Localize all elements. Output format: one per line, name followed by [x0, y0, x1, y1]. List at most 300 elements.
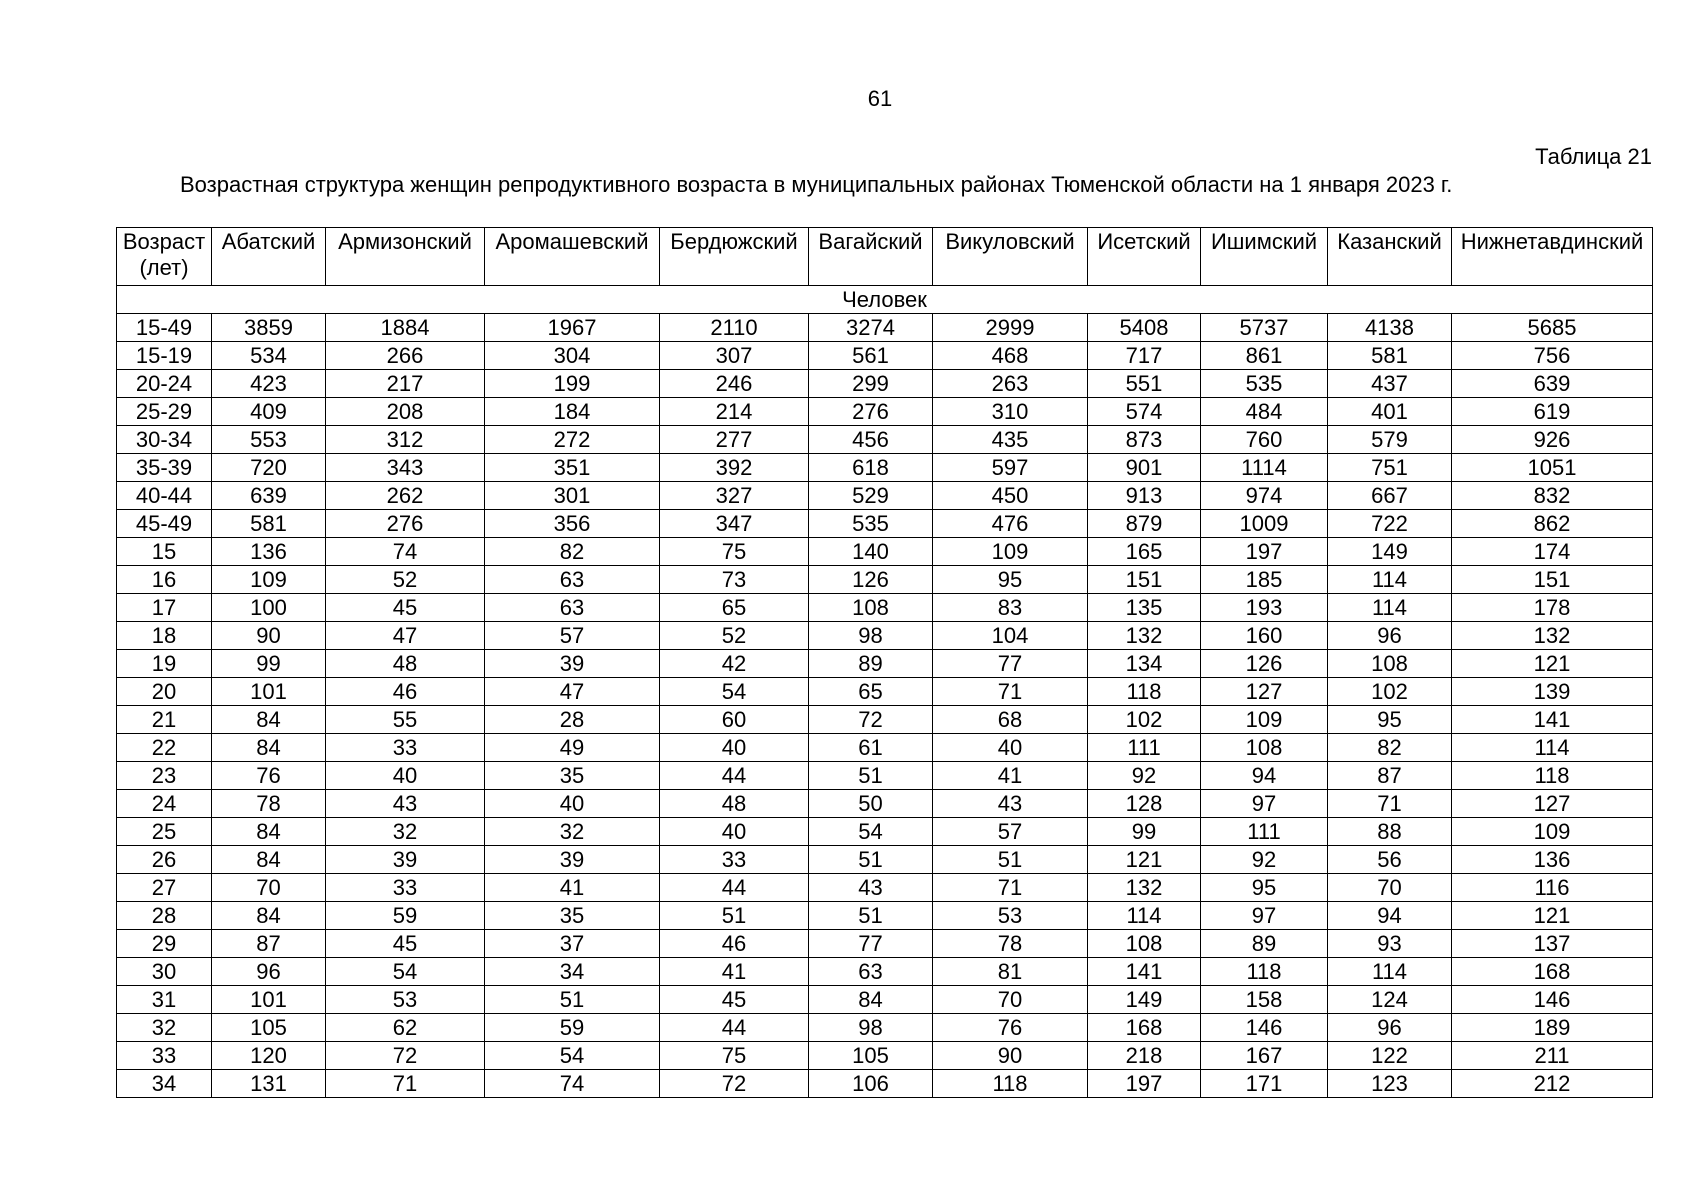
- value-cell: 127: [1201, 678, 1328, 706]
- value-cell: 52: [326, 566, 485, 594]
- value-cell: 873: [1088, 426, 1201, 454]
- value-cell: 193: [1201, 594, 1328, 622]
- value-cell: 75: [660, 538, 809, 566]
- value-cell: 2999: [933, 314, 1088, 342]
- value-cell: 126: [809, 566, 933, 594]
- value-cell: 262: [326, 482, 485, 510]
- value-cell: 41: [485, 874, 660, 902]
- value-cell: 128: [1088, 790, 1201, 818]
- value-cell: 46: [326, 678, 485, 706]
- value-cell: 108: [809, 594, 933, 622]
- value-cell: 212: [1452, 1070, 1653, 1098]
- column-header-district: Абатский: [212, 228, 326, 286]
- value-cell: 304: [485, 342, 660, 370]
- value-cell: 456: [809, 426, 933, 454]
- value-cell: 1009: [1201, 510, 1328, 538]
- table-row: [117, 370, 1653, 398]
- value-cell: 272: [485, 426, 660, 454]
- value-cell: 54: [326, 958, 485, 986]
- value-cell: 529: [809, 482, 933, 510]
- value-cell: 574: [1088, 398, 1201, 426]
- value-cell: 913: [1088, 482, 1201, 510]
- value-cell: 95: [1328, 706, 1452, 734]
- value-cell: 263: [933, 370, 1088, 398]
- value-cell: 127: [1452, 790, 1653, 818]
- value-cell: 158: [1201, 986, 1328, 1014]
- value-cell: 149: [1328, 538, 1452, 566]
- value-cell: 3859: [212, 314, 326, 342]
- table-row: [117, 314, 1653, 342]
- value-cell: 974: [1201, 482, 1328, 510]
- value-cell: 53: [326, 986, 485, 1014]
- value-cell: 40: [933, 734, 1088, 762]
- value-cell: 87: [1328, 762, 1452, 790]
- table-row: [117, 930, 1653, 958]
- value-cell: 168: [1452, 958, 1653, 986]
- value-cell: 146: [1452, 986, 1653, 1014]
- value-cell: 48: [660, 790, 809, 818]
- value-cell: 3274: [809, 314, 933, 342]
- value-cell: 72: [809, 706, 933, 734]
- value-cell: 55: [326, 706, 485, 734]
- value-cell: 136: [212, 538, 326, 566]
- value-cell: 65: [809, 678, 933, 706]
- value-cell: 89: [1201, 930, 1328, 958]
- value-cell: 535: [1201, 370, 1328, 398]
- value-cell: 63: [485, 566, 660, 594]
- value-cell: 96: [1328, 1014, 1452, 1042]
- value-cell: 109: [1452, 818, 1653, 846]
- value-cell: 40: [485, 790, 660, 818]
- age-cell: 30: [117, 958, 212, 986]
- unit-row: [117, 286, 1653, 314]
- age-cell: 27: [117, 874, 212, 902]
- value-cell: 39: [485, 846, 660, 874]
- value-cell: 44: [660, 1014, 809, 1042]
- value-cell: 401: [1328, 398, 1452, 426]
- value-cell: 5408: [1088, 314, 1201, 342]
- value-cell: 75: [660, 1042, 809, 1070]
- value-cell: 118: [1452, 762, 1653, 790]
- value-cell: 51: [809, 762, 933, 790]
- value-cell: 124: [1328, 986, 1452, 1014]
- value-cell: 51: [933, 846, 1088, 874]
- value-cell: 71: [933, 678, 1088, 706]
- value-cell: 95: [1201, 874, 1328, 902]
- table-row: [117, 1070, 1653, 1098]
- age-cell: 25: [117, 818, 212, 846]
- value-cell: 111: [1201, 818, 1328, 846]
- value-cell: 39: [326, 846, 485, 874]
- value-cell: 45: [326, 594, 485, 622]
- table-row: [117, 566, 1653, 594]
- value-cell: 246: [660, 370, 809, 398]
- value-cell: 111: [1088, 734, 1201, 762]
- value-cell: 132: [1452, 622, 1653, 650]
- value-cell: 101: [212, 986, 326, 1014]
- value-cell: 312: [326, 426, 485, 454]
- age-cell: 15-49: [117, 314, 212, 342]
- value-cell: 34: [485, 958, 660, 986]
- age-cell: 35-39: [117, 454, 212, 482]
- age-cell: 15: [117, 538, 212, 566]
- value-cell: 35: [485, 762, 660, 790]
- column-header-district: Нижнетавдинский: [1452, 228, 1653, 286]
- age-cell: 15-19: [117, 342, 212, 370]
- value-cell: 42: [660, 650, 809, 678]
- value-cell: 189: [1452, 1014, 1653, 1042]
- age-cell: 28: [117, 902, 212, 930]
- table-row: [117, 482, 1653, 510]
- value-cell: 140: [809, 538, 933, 566]
- value-cell: 307: [660, 342, 809, 370]
- value-cell: 109: [933, 538, 1088, 566]
- value-cell: 59: [485, 1014, 660, 1042]
- value-cell: 78: [212, 790, 326, 818]
- value-cell: 108: [1201, 734, 1328, 762]
- value-cell: 71: [933, 874, 1088, 902]
- value-cell: 118: [1201, 958, 1328, 986]
- table-row: [117, 426, 1653, 454]
- table-row: [117, 846, 1653, 874]
- age-cell: 34: [117, 1070, 212, 1098]
- value-cell: 618: [809, 454, 933, 482]
- age-cell: 17: [117, 594, 212, 622]
- age-cell: 22: [117, 734, 212, 762]
- value-cell: 46: [660, 930, 809, 958]
- page-number: 61: [867, 86, 893, 111]
- value-cell: 47: [326, 622, 485, 650]
- age-cell: 32: [117, 1014, 212, 1042]
- value-cell: 356: [485, 510, 660, 538]
- value-cell: 90: [212, 622, 326, 650]
- column-header-district: Казанский: [1328, 228, 1452, 286]
- value-cell: 435: [933, 426, 1088, 454]
- value-cell: 54: [485, 1042, 660, 1070]
- value-cell: 33: [326, 874, 485, 902]
- value-cell: 78: [933, 930, 1088, 958]
- value-cell: 184: [485, 398, 660, 426]
- value-cell: 535: [809, 510, 933, 538]
- value-cell: 94: [1328, 902, 1452, 930]
- value-cell: 141: [1088, 958, 1201, 986]
- column-header-district: Исетский: [1088, 228, 1201, 286]
- age-cell: 31: [117, 986, 212, 1014]
- table-row: [117, 538, 1653, 566]
- value-cell: 167: [1201, 1042, 1328, 1070]
- value-cell: 105: [809, 1042, 933, 1070]
- value-cell: 123: [1328, 1070, 1452, 1098]
- value-cell: 37: [485, 930, 660, 958]
- value-cell: 217: [326, 370, 485, 398]
- value-cell: 214: [660, 398, 809, 426]
- value-cell: 84: [809, 986, 933, 1014]
- value-cell: 437: [1328, 370, 1452, 398]
- value-cell: 83: [933, 594, 1088, 622]
- value-cell: 77: [933, 650, 1088, 678]
- value-cell: 32: [485, 818, 660, 846]
- table-row: [117, 594, 1653, 622]
- value-cell: 126: [1201, 650, 1328, 678]
- value-cell: 760: [1201, 426, 1328, 454]
- value-cell: 149: [1088, 986, 1201, 1014]
- value-cell: 43: [326, 790, 485, 818]
- value-cell: 76: [212, 762, 326, 790]
- value-cell: 276: [809, 398, 933, 426]
- value-cell: 141: [1452, 706, 1653, 734]
- value-cell: 5685: [1452, 314, 1653, 342]
- value-cell: 106: [809, 1070, 933, 1098]
- value-cell: 862: [1452, 510, 1653, 538]
- value-cell: 57: [485, 622, 660, 650]
- value-cell: 62: [326, 1014, 485, 1042]
- table-body: [117, 286, 1653, 1098]
- value-cell: 68: [933, 706, 1088, 734]
- value-cell: 59: [326, 902, 485, 930]
- value-cell: 551: [1088, 370, 1201, 398]
- value-cell: 561: [809, 342, 933, 370]
- value-cell: 168: [1088, 1014, 1201, 1042]
- value-cell: 108: [1088, 930, 1201, 958]
- value-cell: 121: [1452, 902, 1653, 930]
- value-cell: 94: [1201, 762, 1328, 790]
- table-row: [117, 622, 1653, 650]
- value-cell: 211: [1452, 1042, 1653, 1070]
- value-cell: 96: [1328, 622, 1452, 650]
- value-cell: 52: [660, 622, 809, 650]
- value-cell: 97: [1201, 902, 1328, 930]
- table-row: [117, 762, 1653, 790]
- value-cell: 2110: [660, 314, 809, 342]
- value-cell: 51: [809, 902, 933, 930]
- value-cell: 171: [1201, 1070, 1328, 1098]
- column-header-age: Возраст (лет): [117, 228, 212, 286]
- value-cell: 114: [1452, 734, 1653, 762]
- value-cell: 84: [212, 846, 326, 874]
- value-cell: 178: [1452, 594, 1653, 622]
- value-cell: 50: [809, 790, 933, 818]
- age-cell: 20-24: [117, 370, 212, 398]
- value-cell: 56: [1328, 846, 1452, 874]
- age-cell: 33: [117, 1042, 212, 1070]
- value-cell: 132: [1088, 874, 1201, 902]
- value-cell: 299: [809, 370, 933, 398]
- value-cell: 131: [212, 1070, 326, 1098]
- value-cell: 32: [326, 818, 485, 846]
- table-row: [117, 818, 1653, 846]
- age-cell: 26: [117, 846, 212, 874]
- value-cell: 926: [1452, 426, 1653, 454]
- value-cell: 51: [809, 846, 933, 874]
- value-cell: 71: [326, 1070, 485, 1098]
- age-cell: 29: [117, 930, 212, 958]
- value-cell: 74: [326, 538, 485, 566]
- value-cell: 1884: [326, 314, 485, 342]
- value-cell: 639: [1452, 370, 1653, 398]
- value-cell: 218: [1088, 1042, 1201, 1070]
- value-cell: 41: [933, 762, 1088, 790]
- value-cell: 901: [1088, 454, 1201, 482]
- value-cell: 722: [1328, 510, 1452, 538]
- value-cell: 88: [1328, 818, 1452, 846]
- value-cell: 132: [1088, 622, 1201, 650]
- value-cell: 63: [809, 958, 933, 986]
- value-cell: 45: [660, 986, 809, 1014]
- value-cell: 1114: [1201, 454, 1328, 482]
- value-cell: 102: [1088, 706, 1201, 734]
- table-row: [117, 342, 1653, 370]
- value-cell: 1051: [1452, 454, 1653, 482]
- value-cell: 423: [212, 370, 326, 398]
- value-cell: 174: [1452, 538, 1653, 566]
- age-cell: 23: [117, 762, 212, 790]
- value-cell: 343: [326, 454, 485, 482]
- column-header-district: Бердюжский: [660, 228, 809, 286]
- value-cell: 92: [1201, 846, 1328, 874]
- value-cell: 409: [212, 398, 326, 426]
- unit-label: Человек: [117, 286, 1653, 314]
- table-row: [117, 734, 1653, 762]
- value-cell: 97: [1201, 790, 1328, 818]
- value-cell: 118: [933, 1070, 1088, 1098]
- table-row: [117, 1042, 1653, 1070]
- value-cell: 116: [1452, 874, 1653, 902]
- value-cell: 879: [1088, 510, 1201, 538]
- value-cell: 109: [212, 566, 326, 594]
- value-cell: 51: [485, 986, 660, 1014]
- value-cell: 65: [660, 594, 809, 622]
- value-cell: 100: [212, 594, 326, 622]
- value-cell: 4138: [1328, 314, 1452, 342]
- value-cell: 39: [485, 650, 660, 678]
- age-cell: 19: [117, 650, 212, 678]
- table-row: [117, 706, 1653, 734]
- table-row: [117, 790, 1653, 818]
- value-cell: 61: [809, 734, 933, 762]
- value-cell: 41: [660, 958, 809, 986]
- value-cell: 89: [809, 650, 933, 678]
- value-cell: 534: [212, 342, 326, 370]
- value-cell: 99: [1088, 818, 1201, 846]
- value-cell: 639: [212, 482, 326, 510]
- value-cell: 450: [933, 482, 1088, 510]
- value-cell: 108: [1328, 650, 1452, 678]
- value-cell: 60: [660, 706, 809, 734]
- age-cell: 45-49: [117, 510, 212, 538]
- age-cell: 40-44: [117, 482, 212, 510]
- value-cell: 98: [809, 1014, 933, 1042]
- value-cell: 54: [809, 818, 933, 846]
- age-cell: 30-34: [117, 426, 212, 454]
- table-row: [117, 650, 1653, 678]
- value-cell: 581: [1328, 342, 1452, 370]
- value-cell: 96: [212, 958, 326, 986]
- value-cell: 76: [933, 1014, 1088, 1042]
- value-cell: 102: [1328, 678, 1452, 706]
- value-cell: 553: [212, 426, 326, 454]
- value-cell: 70: [212, 874, 326, 902]
- value-cell: 301: [485, 482, 660, 510]
- age-structure-table: [116, 227, 1653, 1098]
- value-cell: 151: [1088, 566, 1201, 594]
- value-cell: 98: [809, 622, 933, 650]
- value-cell: 114: [1088, 902, 1201, 930]
- value-cell: 54: [660, 678, 809, 706]
- value-cell: 70: [1328, 874, 1452, 902]
- value-cell: 71: [1328, 790, 1452, 818]
- value-cell: 5737: [1201, 314, 1328, 342]
- value-cell: 33: [326, 734, 485, 762]
- value-cell: 392: [660, 454, 809, 482]
- value-cell: 84: [212, 706, 326, 734]
- value-cell: 118: [1088, 678, 1201, 706]
- value-cell: 756: [1452, 342, 1653, 370]
- value-cell: 122: [1328, 1042, 1452, 1070]
- value-cell: 832: [1452, 482, 1653, 510]
- table-row: [117, 454, 1653, 482]
- value-cell: 579: [1328, 426, 1452, 454]
- value-cell: 43: [809, 874, 933, 902]
- value-cell: 137: [1452, 930, 1653, 958]
- table-label: Таблица 21: [1535, 144, 1652, 169]
- value-cell: 51: [660, 902, 809, 930]
- column-header-district: Армизонский: [326, 228, 485, 286]
- value-cell: 105: [212, 1014, 326, 1042]
- value-cell: 667: [1328, 482, 1452, 510]
- value-cell: 751: [1328, 454, 1452, 482]
- value-cell: 81: [933, 958, 1088, 986]
- value-cell: 266: [326, 342, 485, 370]
- table-row: [117, 958, 1653, 986]
- value-cell: 35: [485, 902, 660, 930]
- value-cell: 327: [660, 482, 809, 510]
- value-cell: 121: [1088, 846, 1201, 874]
- value-cell: 160: [1201, 622, 1328, 650]
- age-cell: 16: [117, 566, 212, 594]
- value-cell: 347: [660, 510, 809, 538]
- value-cell: 114: [1328, 958, 1452, 986]
- value-cell: 99: [212, 650, 326, 678]
- age-cell: 18: [117, 622, 212, 650]
- value-cell: 92: [1088, 762, 1201, 790]
- value-cell: 151: [1452, 566, 1653, 594]
- value-cell: 476: [933, 510, 1088, 538]
- value-cell: 28: [485, 706, 660, 734]
- value-cell: 597: [933, 454, 1088, 482]
- table-row: [117, 902, 1653, 930]
- column-header-district: Аромашевский: [485, 228, 660, 286]
- value-cell: 134: [1088, 650, 1201, 678]
- value-cell: 40: [326, 762, 485, 790]
- table-row: [117, 874, 1653, 902]
- value-cell: 49: [485, 734, 660, 762]
- table-row: [117, 1014, 1653, 1042]
- value-cell: 717: [1088, 342, 1201, 370]
- value-cell: 136: [1452, 846, 1653, 874]
- value-cell: 72: [660, 1070, 809, 1098]
- value-cell: 84: [212, 734, 326, 762]
- value-cell: 1967: [485, 314, 660, 342]
- value-cell: 82: [485, 538, 660, 566]
- value-cell: 165: [1088, 538, 1201, 566]
- value-cell: 135: [1088, 594, 1201, 622]
- value-cell: 104: [933, 622, 1088, 650]
- age-cell: 21: [117, 706, 212, 734]
- table-row: [117, 986, 1653, 1014]
- table-row: [117, 678, 1653, 706]
- value-cell: 84: [212, 818, 326, 846]
- value-cell: 82: [1328, 734, 1452, 762]
